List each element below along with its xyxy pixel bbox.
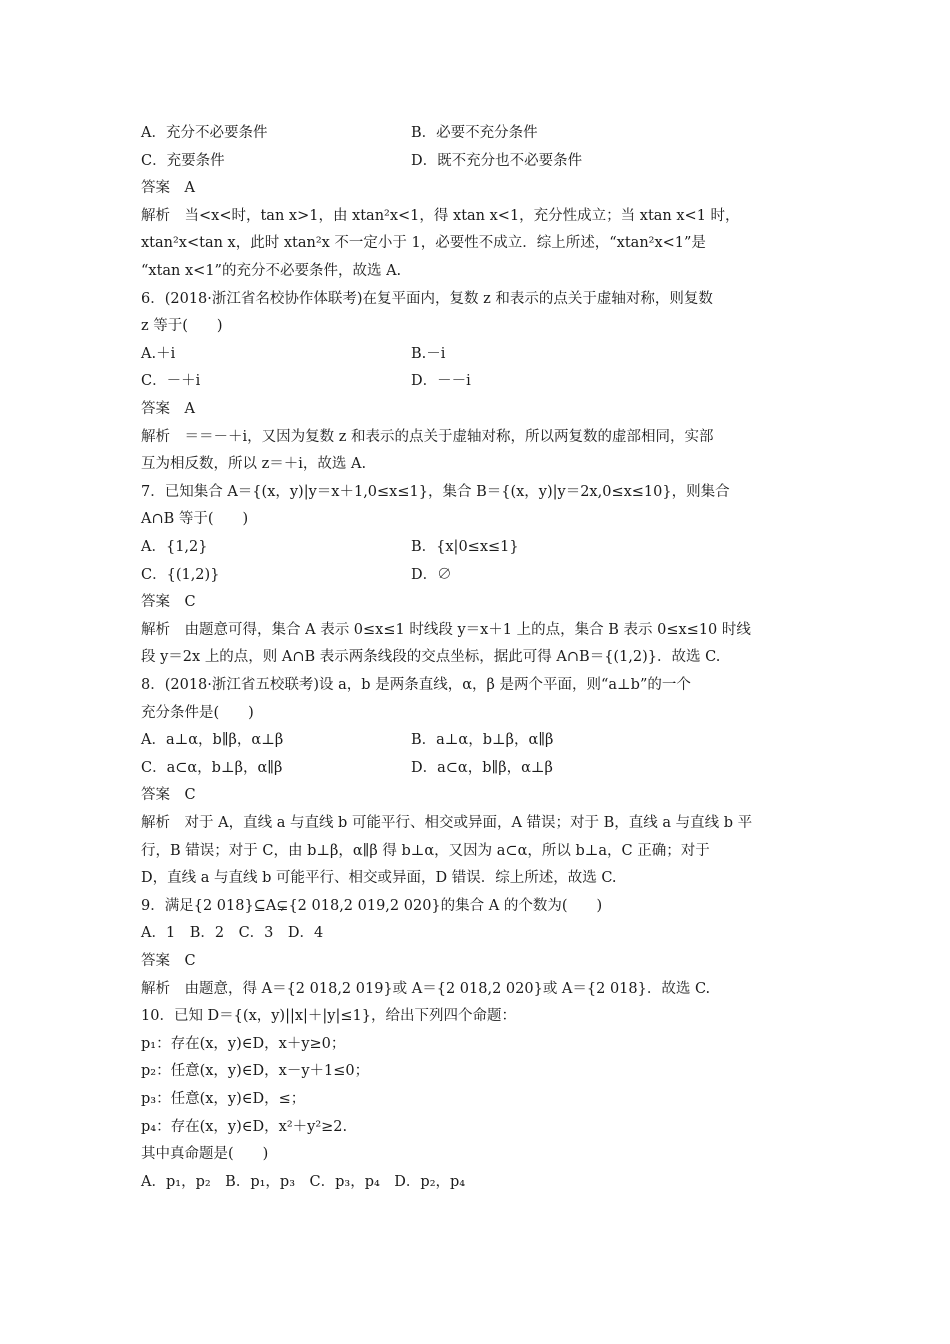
text-line: D，直线 a 与直线 b 可能平行、相交或异面，D 错误．综上所述，故选 C. (141, 870, 617, 886)
text-line: 6．(2018·浙江省名校协作体联考)在复平面内，复数 z 和表示的点关于虚轴对称，则复数 (141, 291, 713, 307)
text-line: 解析 由题意可得，集合 A 表示 0≤x≤1 时线段 y＝x＋1 上的点，集合 B 表示 0≤x≤10 时线 (141, 622, 751, 638)
text-line: 7．已知集合 A＝{(x，y)|y＝x＋1,0≤x≤1}，集合 B＝{(x，y)|y＝2x,0≤x≤10}，则集合 (141, 484, 730, 500)
text-line: p₄：存在(x，y)∈D，x²＋y²≥2. (141, 1119, 348, 1135)
text-line: 9．满足{2 018}⊆A⊊{2 018,2 019,2 020}的集合 A 的个数为( ) (141, 898, 603, 914)
text-line: p₃：任意(x，y)∈D，≤； (141, 1091, 306, 1107)
text-line: “xtan x<1”的充分不必要条件，故选 A. (141, 263, 402, 279)
option-right-column: D．－－i (411, 373, 471, 389)
text-line: 充分条件是( ) (141, 705, 254, 721)
text-line: 答案 C (141, 594, 196, 610)
text-line: A．a⊥α，b∥β，α⊥β (141, 732, 284, 748)
text-line: C．－＋i (141, 373, 201, 389)
text-line: 解析 对于 A，直线 a 与直线 b 可能平行、相交或异面，A 错误；对于 B，直线 a 与直线 b 平 (141, 815, 753, 831)
text-line: 答案 C (141, 787, 196, 803)
text-line: A∩B 等于( ) (141, 511, 249, 527)
text-line: 行，B 错误；对于 C，由 b⊥β，α∥β 得 b⊥α，又因为 a⊂α，所以 b⊥a，C 正确；对于 (141, 843, 710, 859)
option-right-column: B．必要不充分条件 (411, 125, 538, 141)
text-line: C．a⊂α，b⊥β，α∥β (141, 760, 283, 776)
option-right-column: D．既不充分也不必要条件 (411, 153, 583, 169)
text-line: A．p₁，p₂ B．p₁，p₃ C．p₃，p₄ D．p₂，p₄ (141, 1174, 466, 1190)
text-line: xtan²x<tan x，此时 xtan²x 不一定小于 1，必要性不成立．综上所述，“xtan²x<1”是 (141, 235, 706, 251)
option-right-column: B．{x|0≤x≤1} (411, 539, 519, 555)
text-line: 解析 ＝＝－＋i，又因为复数 z 和表示的点关于虚轴对称，所以两复数的虚部相同，实部 (141, 429, 714, 445)
text-line: 8．(2018·浙江省五校联考)设 a，b 是两条直线，α，β 是两个平面，则“a⊥b”的一个 (141, 677, 691, 693)
text-line: A．{1,2} (141, 539, 208, 555)
text-line: 答案 A (141, 401, 195, 417)
text-line: C．充要条件 (141, 153, 225, 169)
text-line: 解析 由题意，得 A＝{2 018,2 019}或 A＝{2 018,2 020}或 A＝{2 018}．故选 C. (141, 981, 711, 997)
option-right-column: D．a⊂α，b∥β，α⊥β (411, 760, 553, 776)
text-line: A.＋i (141, 346, 176, 362)
text-line: 答案 C (141, 953, 196, 969)
text-line: A．1 B．2 C．3 D．4 (141, 925, 324, 941)
text-line: 解析 当<x<时，tan x>1，由 xtan²x<1，得 xtan x<1，充分性成立；当 xtan x<1 时， (141, 208, 740, 224)
text-line: C．{(1,2)} (141, 567, 220, 583)
text-line: 其中真命题是( ) (141, 1146, 269, 1162)
text-line: 10．已知 D＝{(x，y)||x|＋|y|≤1}，给出下列四个命题： (141, 1008, 516, 1024)
option-right-column: D．∅ (411, 567, 452, 583)
option-right-column: B.－i (411, 346, 446, 362)
text-line: p₁：存在(x，y)∈D，x＋y≥0； (141, 1036, 346, 1052)
text-line: p₂：任意(x，y)∈D，x－y＋1≤0； (141, 1063, 370, 1079)
text-line: A．充分不必要条件 (141, 125, 268, 141)
option-right-column: B．a⊥α，b⊥β，α∥β (411, 732, 554, 748)
text-line: 段 y＝2x 上的点，则 A∩B 表示两条线段的交点坐标，据此可得 A∩B＝{(1,2)}．故选 C. (141, 649, 721, 665)
text-line: 答案 A (141, 180, 195, 196)
text-line: 互为相反数，所以 z＝＋i，故选 A. (141, 456, 367, 472)
text-line: z 等于( ) (141, 318, 223, 334)
